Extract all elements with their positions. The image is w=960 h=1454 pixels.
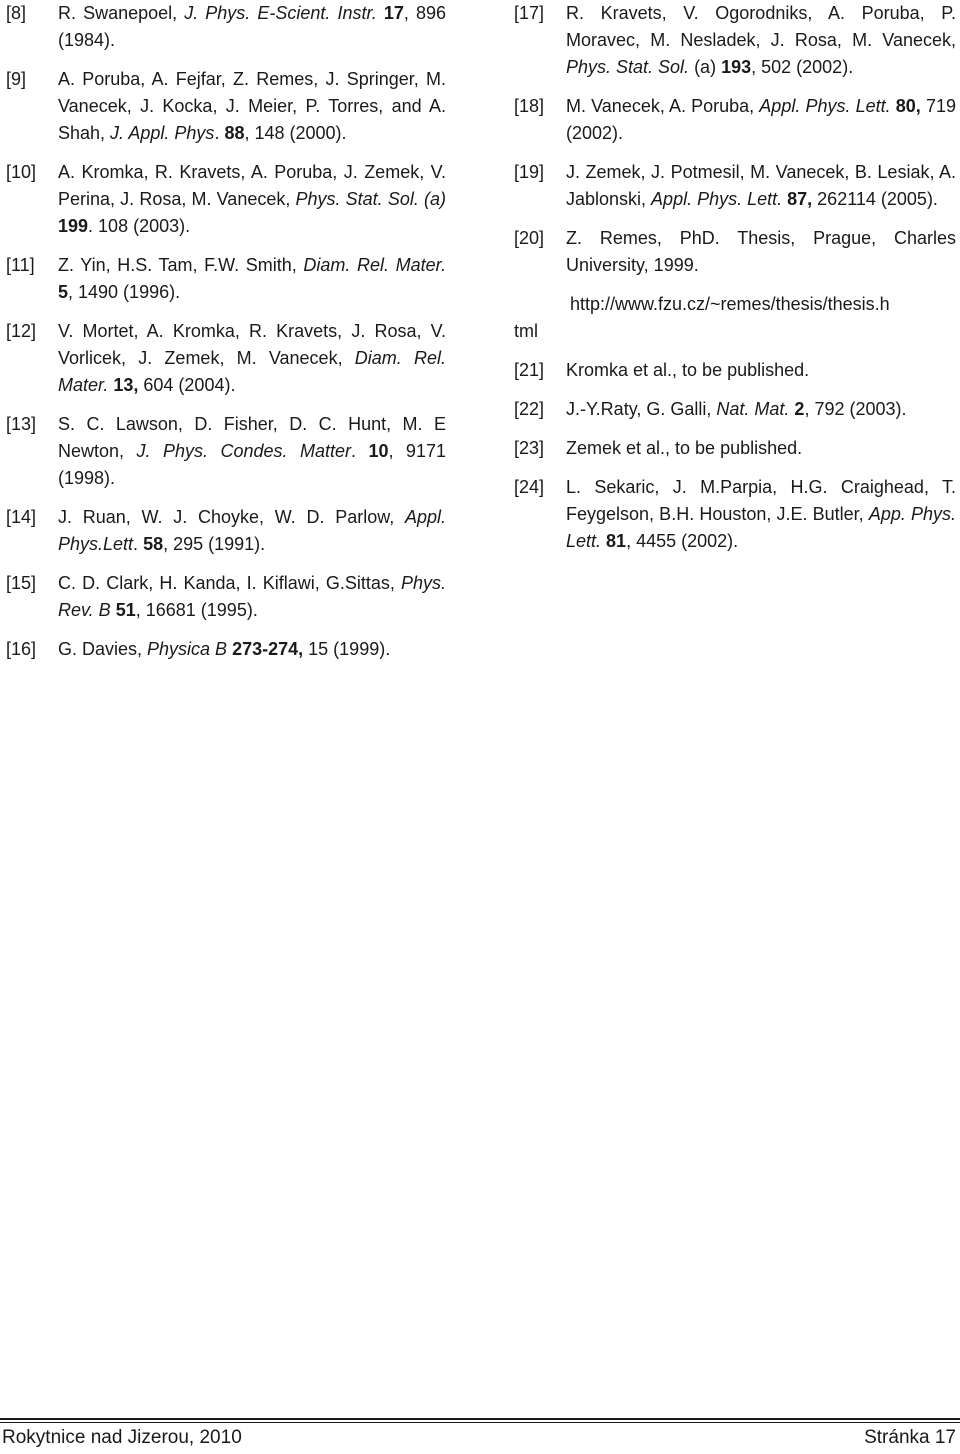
reference-item	[514, 357, 956, 384]
reference-text	[58, 504, 446, 558]
volume-number: 87,	[787, 189, 813, 209]
reference-segment: , 792 (2003).	[804, 399, 907, 419]
reference-text	[58, 0, 446, 54]
journal-name: J. Phys. Condes. Matter	[136, 441, 351, 461]
reference-number: [11]	[6, 255, 35, 275]
journal-name: Phys. Stat. Sol. (a)	[295, 189, 446, 209]
references-right-column	[514, 0, 956, 567]
reference-text	[58, 66, 446, 147]
journal-name: J. Appl. Phys	[110, 123, 215, 143]
reference-segment: .	[214, 123, 225, 143]
reference-item	[514, 225, 956, 279]
reference-item	[514, 435, 956, 462]
reference-segment: L. Sekaric, J. M.Parpia, H.G. Craighead, T. Feygelson, B.H. Houston, J.E. Butler,	[566, 477, 956, 524]
journal-name: App. Phys. Lett.	[566, 504, 956, 551]
reference-segment: , 4455 (2002).	[626, 531, 739, 551]
reference-text	[58, 636, 446, 663]
reference-number: [9]	[6, 69, 27, 89]
volume-number: 88	[224, 123, 245, 143]
reference-segment: , 148 (2000).	[244, 123, 347, 143]
volume-number: 51	[115, 600, 136, 620]
reference-item	[514, 474, 956, 555]
reference-segment: G. Davies,	[58, 639, 148, 659]
reference-segment: S. C. Lawson, D. Fisher, D. C. Hunt, M. E Newton,	[58, 414, 446, 461]
reference-number: [24]	[514, 477, 545, 497]
reference-number: [22]	[514, 399, 545, 419]
volume-number: 81	[606, 531, 627, 551]
reference-segment: 15 (1999).	[303, 639, 391, 659]
reference-segment: Z. Remes, PhD. Thesis, Prague, Charles University, 1999.	[566, 228, 956, 275]
reference-item	[6, 0, 446, 54]
volume-number: 58	[143, 534, 164, 554]
reference-item	[6, 636, 446, 663]
reference-text	[58, 318, 446, 399]
footer-rule-thin	[0, 1422, 960, 1423]
journal-name: Physica B	[147, 639, 228, 659]
url-line-2[interactable]: tml	[514, 321, 538, 341]
reference-text	[566, 93, 956, 147]
reference-number: [8]	[6, 3, 27, 23]
reference-text	[566, 435, 956, 462]
journal-name: Appl. Phys.Lett	[58, 507, 446, 554]
reference-text	[566, 357, 956, 384]
journal-name: Phys. Stat. Sol.	[566, 57, 690, 77]
journal-name: Phys. Rev. B	[58, 573, 446, 620]
journal-name: J. Phys. E-Scient. Instr.	[184, 3, 377, 23]
reference-segment: , 896 (1984).	[58, 3, 446, 50]
reference-number: [12]	[6, 321, 37, 341]
reference-text	[566, 474, 956, 555]
reference-text	[566, 396, 956, 423]
reference-item	[514, 159, 956, 213]
reference-segment: M. Vanecek, A. Poruba,	[566, 96, 760, 116]
reference-segment: (a)	[689, 57, 722, 77]
reference-segment: , 9171 (1998).	[58, 441, 446, 488]
reference-item	[514, 396, 956, 423]
reference-segment: , 502 (2002).	[751, 57, 854, 77]
reference-text	[58, 159, 446, 240]
reference-item	[6, 159, 446, 240]
reference-segment: , 295 (1991).	[163, 534, 266, 554]
reference-url[interactable]	[514, 291, 956, 345]
reference-segment: . 108 (2003).	[88, 216, 191, 236]
reference-item	[514, 0, 956, 81]
volume-number: 193	[721, 57, 752, 77]
reference-segment: 262114 (2005).	[812, 189, 938, 209]
journal-name: Nat. Mat.	[716, 399, 790, 419]
reference-segment: , 1490 (1996).	[68, 282, 181, 302]
journal-name: Appl. Phys. Lett.	[651, 189, 783, 209]
reference-segment: A. Poruba, A. Fejfar, Z. Remes, J. Springer, M. Vanecek, J. Kocka, J. Meier, P. Torres, and A. Shah,	[58, 69, 446, 143]
reference-number: [23]	[514, 438, 545, 458]
reference-segment	[377, 3, 384, 23]
reference-segment: Zemek et al., to be published.	[566, 438, 803, 458]
reference-number: [20]	[514, 228, 545, 248]
reference-text	[566, 225, 956, 279]
reference-segment: R. Swanepoel,	[58, 3, 185, 23]
reference-number: [18]	[514, 96, 545, 116]
reference-text	[566, 0, 956, 81]
volume-number: 5	[58, 282, 69, 302]
footer-page-number: Stránka 17	[864, 1427, 956, 1448]
reference-item	[6, 570, 446, 624]
reference-number: [13]	[6, 414, 37, 434]
reference-number: [15]	[6, 573, 37, 593]
references-left-column	[6, 0, 446, 675]
journal-name: Diam. Rel. Mater.	[303, 255, 446, 275]
reference-segment: Z. Yin, H.S. Tam, F.W. Smith,	[58, 255, 304, 275]
reference-segment: C. D. Clark, H. Kanda, I. Kiflawi, G.Sittas,	[58, 573, 401, 593]
reference-text	[58, 570, 446, 624]
reference-segment: R. Kravets, V. Ogorodniks, A. Poruba, P. Moravec, M. Nesladek, J. Rosa, M. Vanecek,	[566, 3, 956, 50]
reference-segment: .	[133, 534, 144, 554]
volume-number: 199	[58, 216, 89, 236]
reference-text	[566, 159, 956, 213]
reference-item	[6, 504, 446, 558]
reference-number: [19]	[514, 162, 545, 182]
volume-number: 2	[794, 399, 805, 419]
journal-name: Diam. Rel. Mater.	[58, 348, 446, 395]
reference-number: [16]	[6, 639, 37, 659]
reference-segment: Kromka et al., to be published.	[566, 360, 810, 380]
footer-rule	[0, 1418, 960, 1420]
volume-number: 80,	[895, 96, 921, 116]
reference-item	[6, 252, 446, 306]
reference-segment: J. Ruan, W. J. Choyke, W. D. Parlow,	[58, 507, 405, 527]
reference-segment: J. Zemek, J. Potmesil, M. Vanecek, B. Lesiak, A. Jablonski,	[566, 162, 956, 209]
reference-item	[6, 318, 446, 399]
url-line-1[interactable]: http://www.fzu.cz/~remes/thesis/thesis.h	[570, 294, 890, 314]
volume-number: 13,	[113, 375, 139, 395]
volume-number: 17	[383, 3, 404, 23]
reference-segment: 604 (2004).	[138, 375, 236, 395]
reference-segment: , 16681 (1995).	[135, 600, 258, 620]
reference-text	[58, 252, 446, 306]
reference-segment: .	[350, 441, 369, 461]
reference-item	[6, 66, 446, 147]
reference-number: [17]	[514, 3, 545, 23]
reference-segment: V. Mortet, A. Kromka, R. Kravets, J. Rosa, V. Vorlicek, J. Zemek, M. Vanecek,	[58, 321, 446, 368]
reference-segment: A. Kromka, R. Kravets, A. Poruba, J. Zemek, V. Perina, J. Rosa, M. Vanecek,	[58, 162, 446, 209]
footer-location: Rokytnice nad Jizerou, 2010	[2, 1427, 242, 1448]
reference-item	[6, 411, 446, 492]
journal-name: Appl. Phys. Lett.	[759, 96, 891, 116]
volume-number: 10	[368, 441, 389, 461]
reference-segment: J.-Y.Raty, G. Galli,	[566, 399, 717, 419]
reference-number: [14]	[6, 507, 37, 527]
reference-number: [10]	[6, 162, 37, 182]
reference-segment: 719 (2002).	[566, 96, 956, 143]
reference-text	[58, 411, 446, 492]
reference-item	[514, 93, 956, 147]
volume-number: 273-274,	[232, 639, 304, 659]
reference-number: [21]	[514, 360, 545, 380]
